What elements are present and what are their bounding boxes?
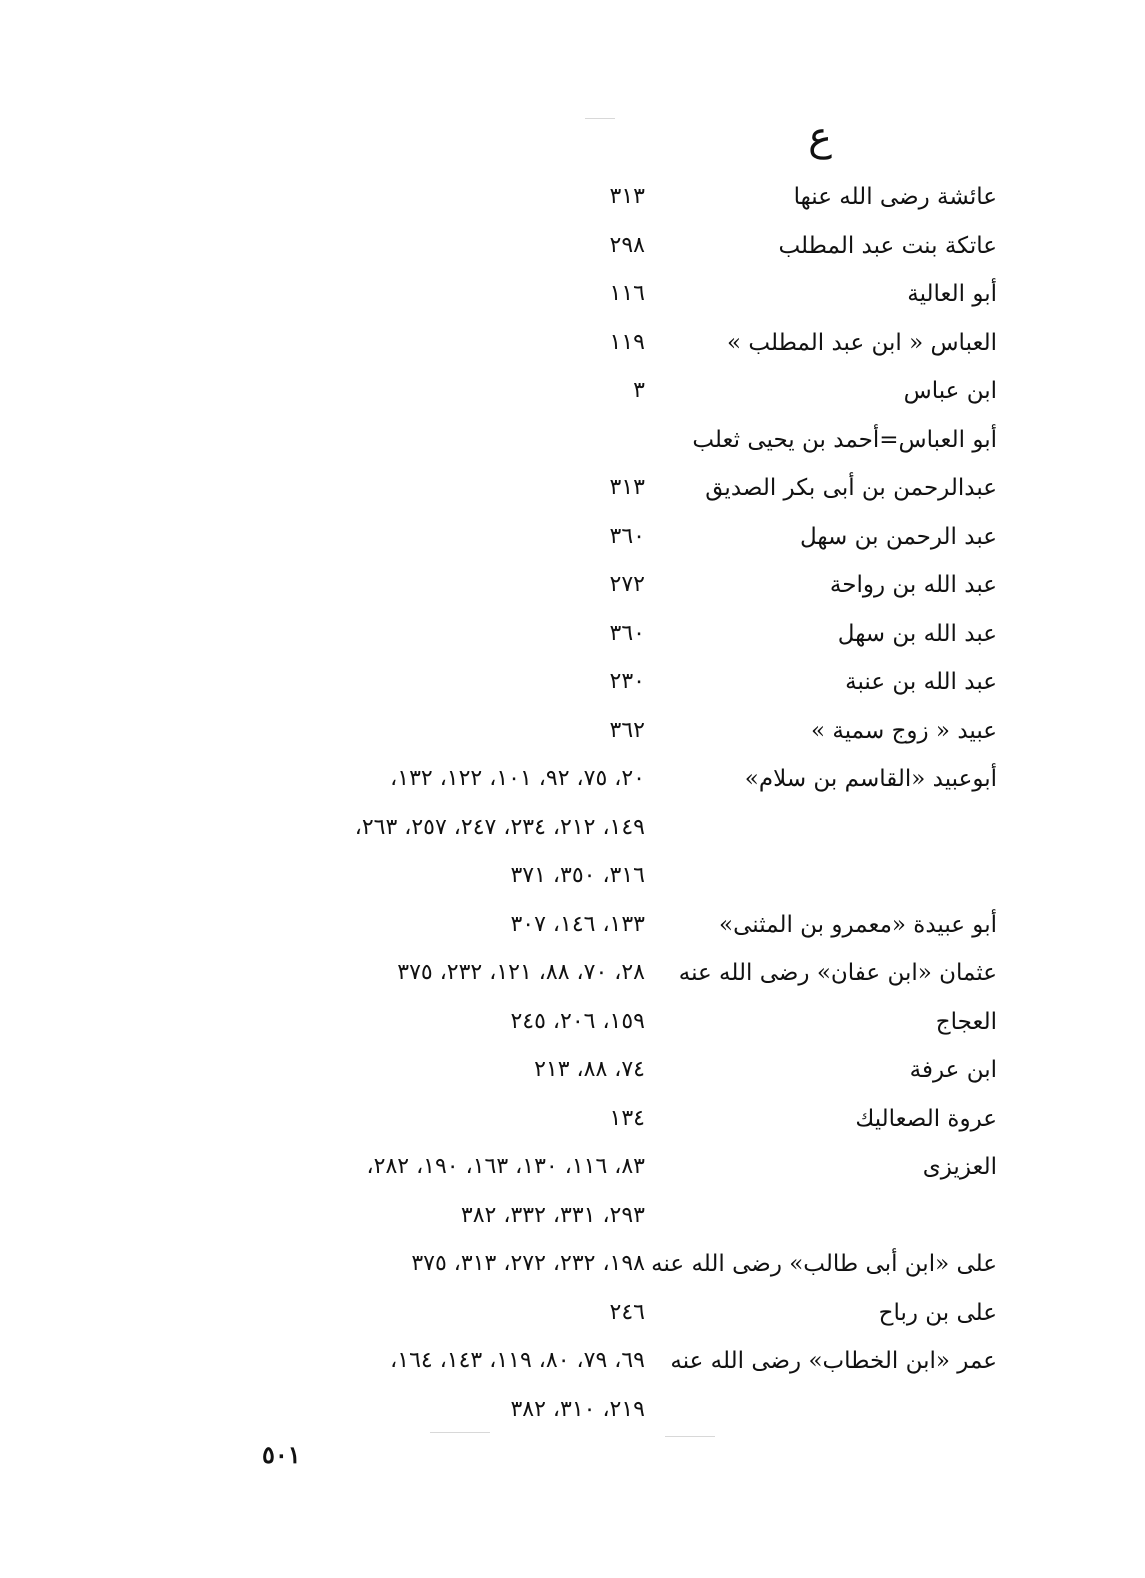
index-entry — [0, 319, 1145, 368]
index-entry — [0, 1337, 1145, 1386]
index-entry — [0, 270, 1145, 319]
entry-pages: ١٣٤ — [609, 1105, 645, 1131]
index-entry — [0, 901, 1145, 950]
entry-name: أبو عبيدة «معمرو بن المثنى» — [719, 911, 997, 938]
section-letter: ع — [808, 114, 832, 160]
entry-name: عبد الرحمن بن سهل — [800, 523, 997, 550]
index-entry — [0, 852, 1145, 901]
entry-pages: ٣١٣ — [609, 184, 645, 209]
index-entry — [0, 1143, 1145, 1192]
index-entry — [0, 1095, 1145, 1144]
index-entry — [0, 1192, 1145, 1241]
index-entry — [0, 561, 1145, 610]
entry-name: عبد الله بن رواحة — [829, 572, 997, 598]
entry-pages: ٣٦٠ — [609, 523, 645, 549]
page-number: ٥٠١ — [262, 1440, 301, 1469]
entry-name: عاتكة بنت عبد المطلب — [778, 232, 997, 259]
entry-name: عبد الله بن عنبة — [845, 669, 997, 695]
entry-name: العزيزى — [922, 1154, 997, 1180]
entry-pages: ١٩٨، ٢٣٢، ٢٧٢، ٣١٣، ٣٧٥ — [411, 1251, 645, 1276]
index-entry — [0, 707, 1145, 756]
entry-name: أبوعبيد «القاسم بن سلام» — [744, 766, 997, 792]
index-entry — [0, 367, 1145, 416]
index-entry — [0, 658, 1145, 707]
index-entry — [0, 173, 1145, 222]
entry-pages: ٢٠، ٧٥، ٩٢، ١٠١، ١٢٢، ١٣٢، — [390, 766, 645, 791]
entry-pages: ١١٩ — [609, 329, 645, 355]
index-entry — [0, 464, 1145, 513]
entry-name: عمر «ابن الخطاب» رضى الله عنه — [670, 1348, 997, 1374]
entry-name: على بن رباح — [878, 1299, 997, 1326]
scan-mark — [585, 118, 615, 119]
index-entry — [0, 1240, 1145, 1289]
entry-pages: ٢٩٣، ٣٣١، ٣٣٢، ٣٨٢ — [460, 1202, 645, 1228]
index-entry — [0, 998, 1145, 1047]
entry-name: عبيد « زوج سمية » — [811, 717, 997, 744]
entry-name: العباس « ابن عبد المطلب » — [726, 329, 997, 356]
entry-pages: ٢٤٦ — [609, 1299, 645, 1325]
index-entry — [0, 1386, 1145, 1435]
entry-pages: ١١٦ — [609, 281, 645, 306]
entry-pages: ١٣٣، ١٤٦، ٣٠٧ — [510, 911, 645, 937]
index-entry — [0, 1289, 1145, 1338]
entry-pages: ٢١٩، ٣١٠، ٣٨٢ — [510, 1396, 645, 1422]
entry-pages: ٢٣٠ — [609, 669, 645, 694]
entry-name: عثمان «ابن عفان» رضى الله عنه — [678, 960, 997, 986]
entry-pages: ٧٤، ٨٨، ٢١٣ — [534, 1057, 645, 1082]
index-entry — [0, 222, 1145, 271]
entry-name: على «ابن أبى طالب» رضى الله عنه — [651, 1251, 997, 1277]
entry-pages: ٢٧٢ — [609, 572, 645, 597]
index-entry — [0, 949, 1145, 998]
index-entry — [0, 513, 1145, 562]
entry-pages: ٦٩، ٧٩، ٨٠، ١١٩، ١٤٣، ١٦٤، — [390, 1348, 645, 1373]
entry-name: ابن عرفة — [909, 1057, 997, 1083]
index-entry — [0, 1046, 1145, 1095]
entry-pages: ٢٩٨ — [609, 232, 645, 258]
entry-name: ابن عباس — [903, 378, 997, 404]
index-entry — [0, 755, 1145, 804]
index-entry — [0, 804, 1145, 853]
entry-pages: ١٤٩، ٢١٢، ٢٣٤، ٢٤٧، ٢٥٧، ٢٦٣، — [354, 814, 645, 840]
entry-name: أبو العباس=أحمد بن يحيى ثعلب — [692, 426, 997, 453]
entry-name: عائشة رضى الله عنها — [793, 184, 997, 210]
entry-name: أبو العالية — [907, 281, 997, 307]
entry-pages: ٣ — [633, 378, 645, 403]
entry-pages: ٨٣، ١١٦، ١٣٠، ١٦٣، ١٩٠، ٢٨٢، — [366, 1154, 645, 1179]
index-entry — [0, 416, 1145, 465]
entry-name: العجاج — [935, 1008, 997, 1035]
entry-name: عبدالرحمن بن أبى بكر الصديق — [705, 475, 997, 501]
entry-pages: ٣٦٠ — [609, 620, 645, 646]
entry-pages: ٣٦٢ — [609, 717, 645, 743]
entry-pages: ٣١٦، ٣٥٠، ٣٧١ — [510, 863, 645, 888]
scan-mark — [665, 1436, 715, 1437]
index-entry — [0, 610, 1145, 659]
entry-pages: ١٥٩، ٢٠٦، ٢٤٥ — [510, 1008, 645, 1034]
entry-pages: ٢٨، ٧٠، ٨٨، ١٢١، ٢٣٢، ٣٧٥ — [397, 960, 645, 985]
index-entries — [0, 173, 1145, 1434]
entry-pages: ٣١٣ — [609, 475, 645, 500]
entry-name: عروة الصعاليك — [855, 1105, 997, 1132]
entry-name: عبد الله بن سهل — [837, 620, 997, 647]
